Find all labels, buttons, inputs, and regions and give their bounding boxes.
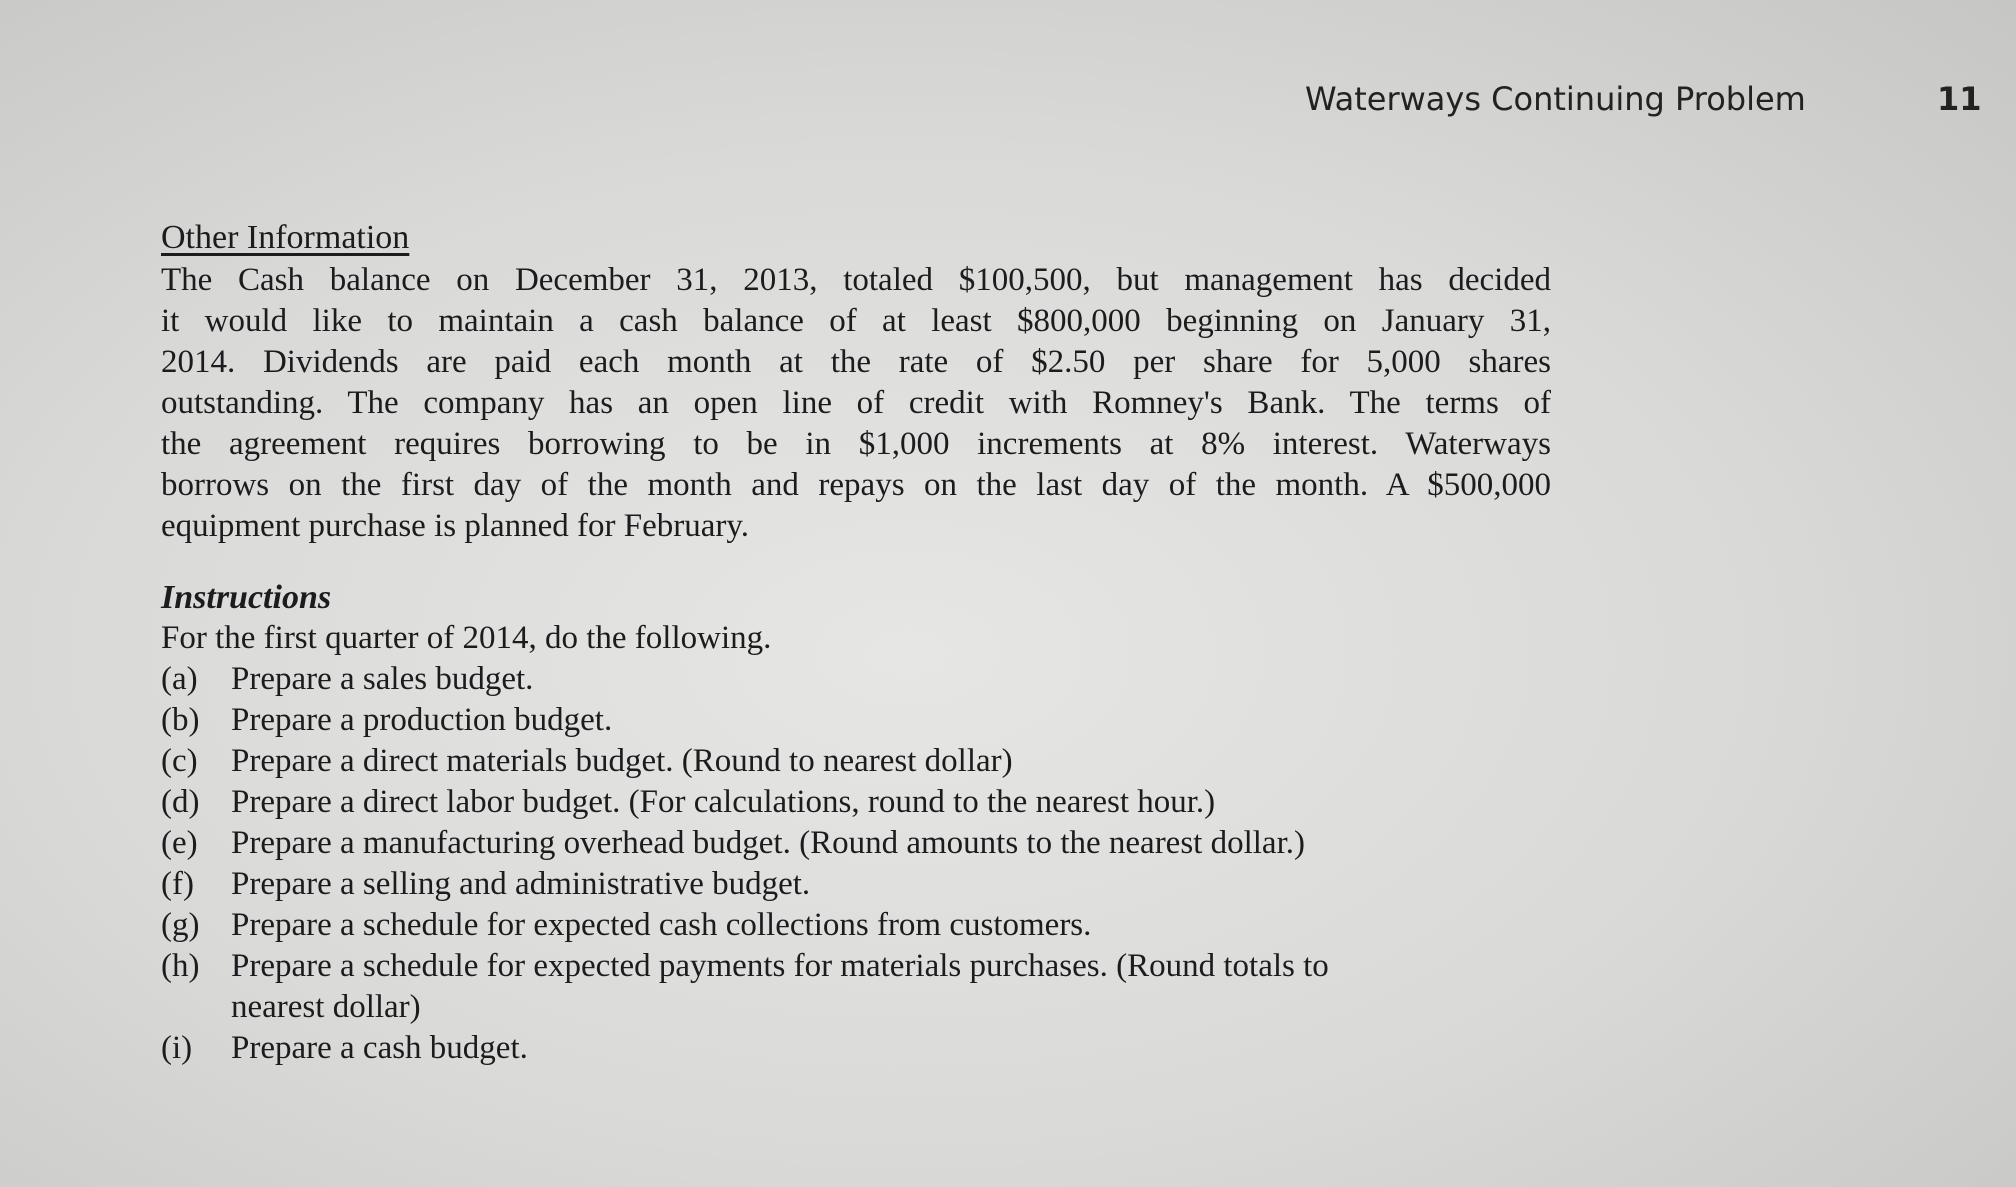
paragraph-line: outstanding. The company has an open line of credit with Romney's Bank. The terms of — [161, 385, 1551, 421]
instruction-item — [161, 741, 1551, 782]
item-text-line: nearest dollar) — [231, 989, 421, 1025]
item-text: Prepare a sales budget. — [231, 661, 534, 697]
item-text: Prepare a schedule for expected cash collections from customers. — [231, 907, 1092, 943]
paragraph-line: The Cash balance on December 31, 2013, totaled $100,500, but management has decided — [161, 262, 1551, 298]
instruction-item — [161, 782, 1551, 823]
paragraph-line: borrows on the first day of the month and repays on the last day of the month. A $500,000 — [161, 467, 1551, 503]
instructions-intro: For the first quarter of 2014, do the following. — [161, 620, 772, 656]
item-text: Prepare a production budget. — [231, 702, 613, 738]
paragraph-line: the agreement requires borrowing to be in $1,000 increments at 8% interest. Waterways — [161, 426, 1551, 462]
item-label: (f) — [161, 866, 194, 902]
item-text: Prepare a manufacturing overhead budget. (Round amounts to the nearest dollar.) — [231, 825, 1305, 861]
item-label: (h) — [161, 948, 200, 984]
instruction-item — [161, 864, 1551, 905]
paragraph-line: 2014. Dividends are paid each month at the rate of $2.50 per share for 5,000 shares — [161, 344, 1551, 380]
running-header: Waterways Continuing Problem — [1305, 80, 1806, 118]
item-label: (b) — [161, 702, 200, 738]
item-text: Prepare a selling and administrative budget. — [231, 866, 811, 902]
item-label: (i) — [161, 1030, 193, 1066]
item-label: (d) — [161, 784, 200, 820]
instruction-item — [161, 905, 1551, 946]
instruction-item — [161, 700, 1551, 741]
paragraph-line: equipment purchase is planned for February. — [161, 508, 750, 544]
instruction-item — [161, 823, 1551, 864]
item-label: (e) — [161, 825, 198, 861]
instructions-section — [161, 578, 1551, 1069]
paragraph-line: it would like to maintain a cash balance of at least $800,000 beginning on January 31, — [161, 303, 1551, 339]
instruction-item — [161, 659, 1551, 700]
item-text — [231, 946, 1329, 1028]
item-label: (c) — [161, 743, 198, 779]
page-number: 11 — [1937, 80, 1982, 118]
other-information-heading: Other Information — [161, 219, 410, 256]
instruction-item — [161, 946, 1551, 1028]
item-text-line: Prepare a schedule for expected payments for materials purchases. (Round totals to — [231, 948, 1329, 984]
item-text: Prepare a cash budget. — [231, 1030, 528, 1066]
item-text: Prepare a direct labor budget. (For calculations, round to the nearest hour.) — [231, 784, 1216, 820]
instruction-item — [161, 1028, 1551, 1069]
item-label: (g) — [161, 907, 200, 943]
other-information-section — [161, 218, 1551, 547]
item-text: Prepare a direct materials budget. (Round to nearest dollar) — [231, 743, 1013, 779]
other-information-paragraph — [161, 260, 1551, 547]
item-label: (a) — [161, 661, 198, 697]
instructions-heading: Instructions — [161, 579, 332, 616]
